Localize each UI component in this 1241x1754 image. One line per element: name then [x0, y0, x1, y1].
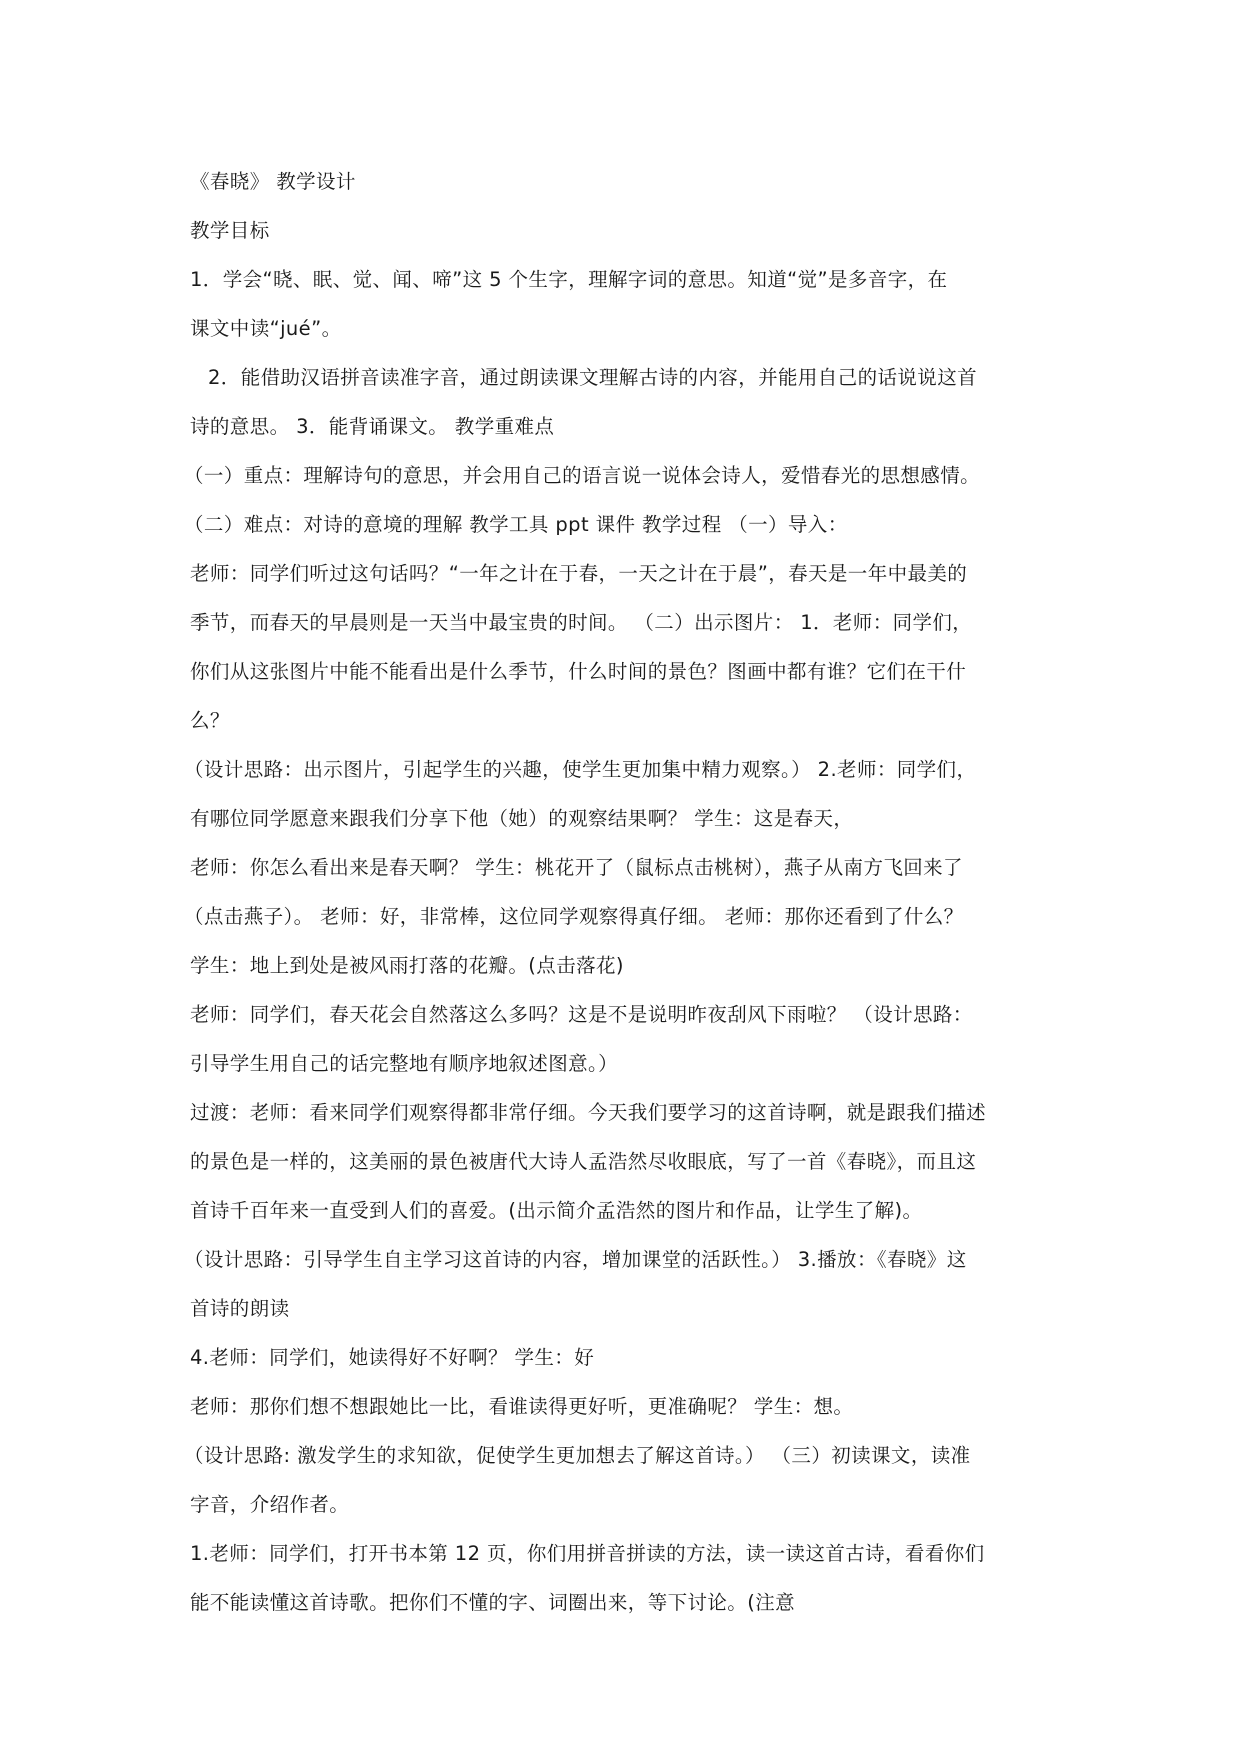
text-line: 4.老师：同学们，她读得好不好啊？ 学生：好 — [190, 1346, 595, 1369]
text-line: 老师：同学们，春天花会自然落这么多吗？这是不是说明昨夜刮风下雨啦？ （设计思路： — [190, 1003, 973, 1026]
text-line: 1．学会“晓、眠、觉、闻、啼”这 5 个生字，理解字词的意思。知道“觉”是多音字，在 — [190, 268, 948, 291]
text-line: 过渡：老师：看来同学们观察得都非常仔细。今天我们要学习的这首诗啊，就是跟我们描述 — [190, 1101, 987, 1124]
section-heading-goals: 教学目标 — [190, 219, 270, 242]
text-line: （设计思路：引导学生自主学习这首诗的内容，增加课堂的活跃性。） 3.播放：《春晓》这 — [184, 1248, 967, 1271]
text-line: 么？ — [190, 709, 230, 732]
text-line: 能不能读懂这首诗歌。把你们不懂的字、词圈出来，等下讨论。(注意 — [190, 1591, 796, 1614]
text-line: 诗的意思。 3．能背诵课文。 教学重难点 — [190, 415, 555, 438]
text-line: 有哪位同学愿意来跟我们分享下他（她）的观察结果啊？ 学生：这是春天， — [190, 807, 854, 830]
text-line: 的景色是一样的，这美丽的景色被唐代大诗人孟浩然尽收眼底，写了一首《春晓》，而且这 — [190, 1150, 977, 1173]
text-line: 老师：你怎么看出来是春天啊？ 学生：桃花开了（鼠标点击桃树），燕子从南方飞回来了 — [190, 856, 963, 879]
document-title: 《春晓》 教学设计 — [190, 170, 356, 193]
text-line: （二）难点：对诗的意境的理解 教学工具 ppt 课件 教学过程 （一）导入： — [184, 513, 848, 536]
text-line: （设计思路：出示图片，引起学生的兴趣，使学生更加集中精力观察。） 2.老师：同学们， — [184, 758, 977, 781]
document-body — [184, 157, 1070, 1627]
text-line: 学生：地上到处是被风雨打落的花瓣。(点击落花) — [190, 954, 624, 977]
text-line: 你们从这张图片中能不能看出是什么季节，什么时间的景色？图画中都有谁？它们在干什 — [190, 660, 967, 683]
text-line: （一）重点：理解诗句的意思，并会用自己的语言说一说体会诗人，爱惜春光的思想感情。 — [184, 464, 981, 487]
text-line: （点击燕子）。 老师：好，非常棒，这位同学观察得真仔细。 老师：那你还看到了什么？ — [184, 905, 964, 928]
text-line: 季节，而春天的早晨则是一天当中最宝贵的时间。 （二）出示图片： 1．老师：同学们， — [190, 611, 973, 634]
text-line: 老师：那你们想不想跟她比一比，看谁读得更好听，更准确呢？ 学生：想。 — [190, 1395, 854, 1418]
text-line: 引导学生用自己的话完整地有顺序地叙述图意。） — [190, 1052, 619, 1075]
text-line: 首诗千百年来一直受到人们的喜爱。(出示简介孟浩然的图片和作品，让学生了解)。 — [190, 1199, 923, 1222]
text-line: 字音，介绍作者。 — [190, 1493, 350, 1516]
text-line: （设计思路: 激发学生的求知欲，促使学生更加想去了解这首诗。） （三）初读课文，读准 — [184, 1444, 971, 1467]
text-line: 2．能借助汉语拼音读准字音，通过朗读课文理解古诗的内容，并能用自己的话说说这首 — [208, 366, 978, 389]
text-line: 1.老师：同学们，打开书本第 12 页，你们用拼音拼读的方法，读一读这首古诗，看看你们 — [190, 1542, 985, 1565]
text-line: 课文中读“jué”。 — [190, 317, 342, 340]
text-line: 首诗的朗读 — [190, 1297, 290, 1320]
text-line: 老师：同学们听过这句话吗？“一年之计在于春，一天之计在于晨”，春天是一年中最美的 — [190, 562, 968, 585]
